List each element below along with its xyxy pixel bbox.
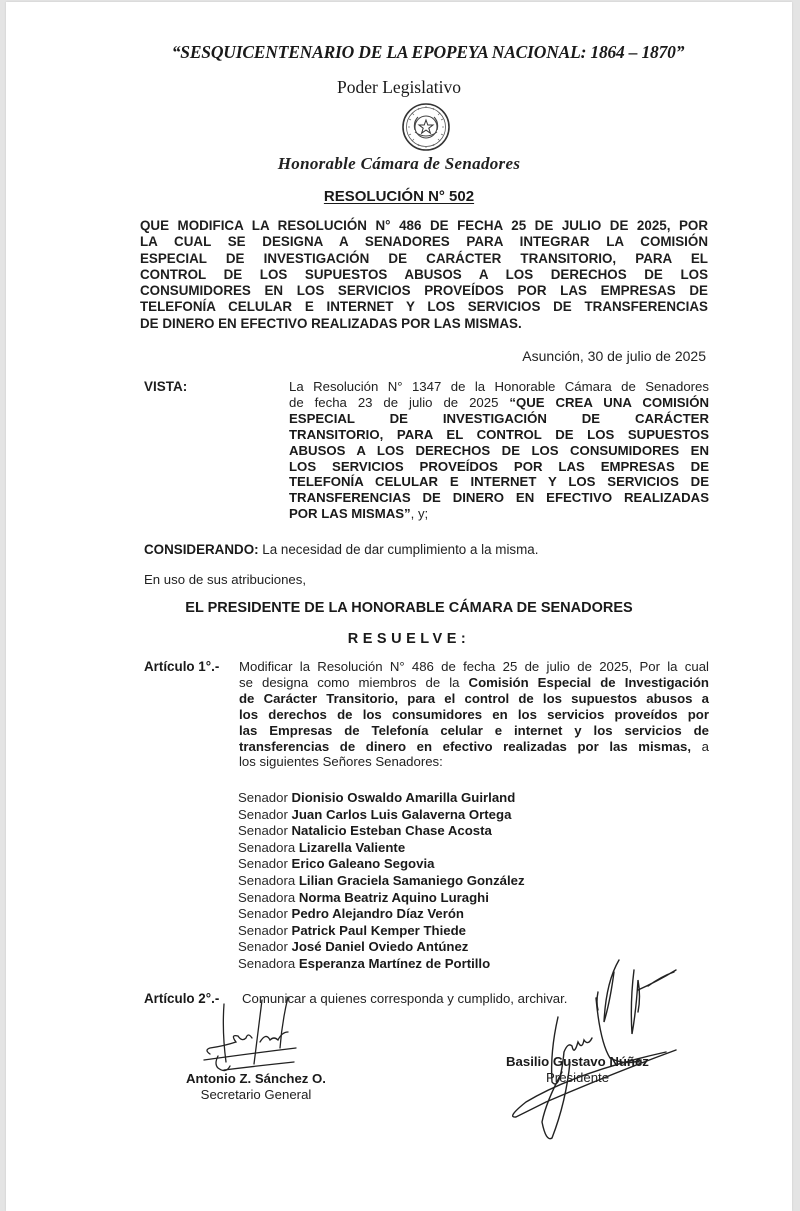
articulo-2-body: Comunicar a quienes corresponda y cumplido, archivar. [242,991,568,1006]
article-line: de Carácter Transitorio, para el control de los supuestos abusos a [239,690,709,706]
senator-name: Pedro Alejandro Díaz Verón [291,906,464,922]
senator-title: Senadora [238,955,296,971]
resolution-summary [140,218,708,332]
article-line [239,739,709,755]
senator-name: Juan Carlos Luis Galaverna Ortega [291,806,512,822]
senator-item [238,923,525,940]
senator-item [238,856,525,873]
secretary-role: Secretario General [200,1087,312,1102]
senators-list [238,790,525,973]
senator-name: Patrick Paul Kemper Thiede [291,922,466,938]
senator-item [238,840,525,857]
presidente-heading: EL PRESIDENTE DE LA HONORABLE CÁMARA DE SENADORES [185,600,633,616]
vista-line: La Resolución N° 1347 de la Honorable Cámara de Senadores [289,379,709,394]
senator-name: Erico Galeano Segovia [291,856,435,872]
summary-line: DE DINERO EN EFECTIVO REALIZADAS POR LAS MISMAS. [140,315,522,331]
summary-line: CONTROL DE LOS SUPUESTOS ABUSOS A LOS DERECHOS DE LOS [140,266,708,282]
vista-line-plain: de fecha 23 de julio de 2025 [289,394,510,410]
secretary-name: Antonio Z. Sánchez O. [186,1071,326,1086]
vista-line: TRANSFERENCIAS DE DINERO EN EFECTIVO REALIZADAS [289,490,709,506]
senator-title: Senadora [238,872,296,888]
senator-item [238,807,525,824]
article-line: las Empresas de Telefonía celular e internet y los servicios de [239,722,709,738]
senator-item [238,906,525,923]
institution-name: Poder Legislativo [337,77,461,97]
senator-item [238,790,525,807]
president-name: Basilio Gustavo Núñez [506,1054,649,1069]
vista-line: TELEFONÍA CELULAR E INTERNET Y LOS SERVICIOS DE [289,474,709,490]
senator-item [238,823,525,840]
article-line-plain: se designa como miembros de la [239,674,469,690]
senator-name: Esperanza Martínez de Portillo [298,955,491,971]
vista-body [289,379,709,522]
senator-name: Natalicio Esteban Chase Acosta [291,823,492,839]
vista-label: VISTA: [144,379,188,394]
senator-name: José Daniel Oviedo Antúnez [291,939,469,955]
resuelve-heading: RESUELVE: [347,631,471,647]
vista-line-plain: , y; [410,506,429,522]
resolution-title: RESOLUCIÓN N° 502 [323,188,475,205]
summary-line: QUE MODIFICA LA RESOLUCIÓN N° 486 DE FECHA 25 DE JULIO DE 2025, POR [140,218,708,233]
commemorative-motto: “SESQUICENTENARIO DE LA EPOPEYA NACIONAL: 1864 – 1870” [171,42,685,62]
senator-title: Senador [238,939,288,955]
senator-name: Dionisio Oswaldo Amarilla Guirland [291,790,516,805]
senator-title: Senador [238,823,288,839]
article-line: los derechos de los consumidores en los servicios proveídos por [239,706,709,722]
en-uso-text: En uso de sus atribuciones, [144,572,307,587]
senator-name: Lizarella Valiente [298,839,406,855]
article-line-bold: transferencias de dinero en efectivo realizadas por las mismas, [239,738,692,754]
summary-line: LA CUAL SE DESIGNA A SENADORES PARA INTEGRAR LA COMISIÓN [140,234,708,250]
summary-line: ESPECIAL DE INVESTIGACIÓN DE CARÁCTER TRANSITORIO, PARA EL [140,250,708,266]
senator-title: Senadora [238,839,296,855]
senator-item [238,890,525,907]
articulo-1-label: Artículo 1°.- [144,659,220,674]
article-line: los siguientes Señores Senadores: [239,754,443,770]
place-date: Asunción, 30 de julio de 2025 [522,348,706,364]
document-page [6,2,792,1211]
senator-title: Senador [238,806,288,822]
article-line [239,675,709,691]
vista-line: ESPECIAL DE INVESTIGACIÓN DE CARÁCTER [289,410,709,426]
senator-title: Senador [238,922,288,938]
considerando-label: CONSIDERANDO: [144,542,259,557]
article-line-bold: Comisión Especial de Investigación [468,674,709,690]
vista-line-bold: “QUE CREA UNA COMISIÓN [509,394,709,410]
articulo-1-body [239,659,709,770]
senator-name: Norma Beatriz Aquino Luraghi [298,889,489,905]
national-seal-icon [401,102,451,152]
senator-title: Senador [238,906,288,922]
senator-item [238,873,525,890]
vista-line [289,506,709,522]
summary-line: TELEFONÍA CELULAR E INTERNET Y LOS SERVICIOS DE TRANSFERENCIAS [140,299,708,315]
senator-item [238,956,525,973]
senator-title: Senadora [238,889,296,905]
considerando-text: La necesidad de dar cumplimiento a la misma. [258,542,539,557]
vista-line: LOS SERVICIOS PROVEÍDOS POR LAS EMPRESAS DE [289,458,709,474]
article-line-plain: a [691,738,710,754]
senator-name: Lilian Graciela Samaniego González [298,872,525,888]
vista-line: TRANSITORIO, PARA EL CONTROL DE LOS SUPUESTOS [289,426,709,442]
vista-line-bold: POR LAS MISMAS” [289,506,411,522]
president-role: Presidente [546,1070,610,1085]
senator-title: Senador [238,790,288,805]
summary-line: CONSUMIDORES EN LOS SERVICIOS PROVEÍDOS POR LAS EMPRESAS DE [140,283,708,299]
senator-title: Senador [238,856,288,872]
considerando [144,542,538,557]
articulo-2-label: Artículo 2°.- [144,991,220,1006]
vista-line: ABUSOS A LOS DERECHOS DE LOS CONSUMIDORES EN [289,442,709,458]
senator-item [238,939,525,956]
chamber-name: Honorable Cámara de Senadores [277,154,521,173]
article-line: Modificar la Resolución N° 486 de fecha 25 de julio de 2025, Por la cual [239,659,709,674]
vista-line [289,395,709,411]
